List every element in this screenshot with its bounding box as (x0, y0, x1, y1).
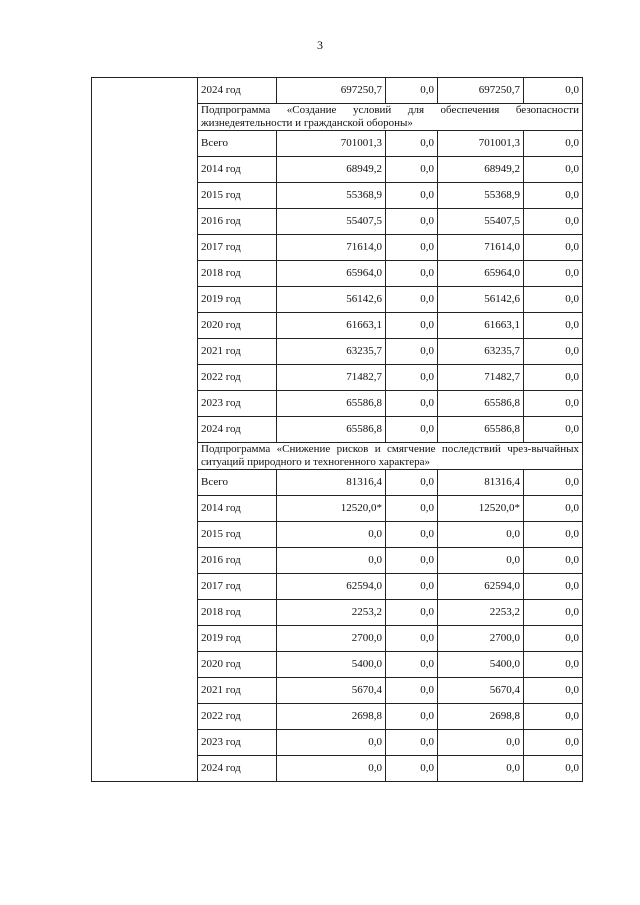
regional-budget-cell: 2698,8 (438, 704, 524, 730)
regional-budget-cell: 5670,4 (438, 678, 524, 704)
row-label: 2015 год (198, 183, 277, 209)
regional-budget-cell: 701001,3 (438, 131, 524, 157)
total-cell: 55368,9 (277, 183, 386, 209)
regional-budget-cell: 65586,8 (438, 391, 524, 417)
federal-budget-cell: 0,0 (386, 365, 438, 391)
row-label: 2022 год (198, 365, 277, 391)
regional-budget-cell: 61663,1 (438, 313, 524, 339)
row-label: 2019 год (198, 287, 277, 313)
other-sources-cell: 0,0 (524, 470, 583, 496)
regional-budget-cell: 5400,0 (438, 652, 524, 678)
section-label-cell (92, 78, 198, 782)
total-cell: 62594,0 (277, 574, 386, 600)
total-cell: 5670,4 (277, 678, 386, 704)
row-label: 2024 год (198, 417, 277, 443)
total-cell: 697250,7 (277, 78, 386, 104)
total-cell: 61663,1 (277, 313, 386, 339)
other-sources-cell: 0,0 (524, 313, 583, 339)
federal-budget-cell: 0,0 (386, 626, 438, 652)
other-sources-cell: 0,0 (524, 626, 583, 652)
regional-budget-cell: 71482,7 (438, 365, 524, 391)
federal-budget-cell: 0,0 (386, 704, 438, 730)
regional-budget-cell: 56142,6 (438, 287, 524, 313)
other-sources-cell: 0,0 (524, 652, 583, 678)
row-label: 2021 год (198, 339, 277, 365)
regional-budget-cell: 2253,2 (438, 600, 524, 626)
subprogram-title: Подпрограмма «Создание условий для обеспечения безопасности жизнедеятельности и гражданской обороны» (198, 104, 583, 131)
other-sources-cell: 0,0 (524, 522, 583, 548)
total-cell: 81316,4 (277, 470, 386, 496)
funding-table-body (92, 78, 583, 782)
other-sources-cell: 0,0 (524, 339, 583, 365)
total-cell: 5400,0 (277, 652, 386, 678)
other-sources-cell: 0,0 (524, 157, 583, 183)
other-sources-cell: 0,0 (524, 704, 583, 730)
regional-budget-cell: 0,0 (438, 756, 524, 782)
regional-budget-cell: 65586,8 (438, 417, 524, 443)
total-cell: 63235,7 (277, 339, 386, 365)
other-sources-cell: 0,0 (524, 365, 583, 391)
federal-budget-cell: 0,0 (386, 183, 438, 209)
total-cell: 0,0 (277, 522, 386, 548)
other-sources-cell: 0,0 (524, 417, 583, 443)
total-cell: 0,0 (277, 548, 386, 574)
federal-budget-cell: 0,0 (386, 496, 438, 522)
other-sources-cell: 0,0 (524, 209, 583, 235)
funding-table (91, 77, 583, 782)
other-sources-cell: 0,0 (524, 287, 583, 313)
row-label: 2020 год (198, 652, 277, 678)
row-label: 2023 год (198, 730, 277, 756)
row-label: 2022 год (198, 704, 277, 730)
total-cell: 0,0 (277, 730, 386, 756)
other-sources-cell: 0,0 (524, 261, 583, 287)
row-label: 2018 год (198, 261, 277, 287)
row-label: 2014 год (198, 157, 277, 183)
total-cell: 55407,5 (277, 209, 386, 235)
regional-budget-cell: 68949,2 (438, 157, 524, 183)
row-label: 2024 год (198, 756, 277, 782)
other-sources-cell: 0,0 (524, 678, 583, 704)
other-sources-cell: 0,0 (524, 496, 583, 522)
federal-budget-cell: 0,0 (386, 157, 438, 183)
other-sources-cell: 0,0 (524, 600, 583, 626)
federal-budget-cell: 0,0 (386, 417, 438, 443)
regional-budget-cell: 63235,7 (438, 339, 524, 365)
row-label: 2019 год (198, 626, 277, 652)
other-sources-cell: 0,0 (524, 183, 583, 209)
federal-budget-cell: 0,0 (386, 756, 438, 782)
total-cell: 0,0 (277, 756, 386, 782)
regional-budget-cell: 71614,0 (438, 235, 524, 261)
federal-budget-cell: 0,0 (386, 287, 438, 313)
row-label: 2017 год (198, 574, 277, 600)
row-label: 2023 год (198, 391, 277, 417)
total-cell: 2700,0 (277, 626, 386, 652)
row-label: Всего (198, 131, 277, 157)
page-number: 3 (317, 38, 323, 52)
regional-budget-cell: 81316,4 (438, 470, 524, 496)
total-cell: 68949,2 (277, 157, 386, 183)
other-sources-cell: 0,0 (524, 548, 583, 574)
regional-budget-cell: 55368,9 (438, 183, 524, 209)
subprogram-title: Подпрограмма «Снижение рисков и смягчение последствий чрез-вычайных ситуаций природного и техногенного характера» (198, 443, 583, 470)
regional-budget-cell: 55407,5 (438, 209, 524, 235)
regional-budget-cell: 2700,0 (438, 626, 524, 652)
federal-budget-cell: 0,0 (386, 313, 438, 339)
federal-budget-cell: 0,0 (386, 78, 438, 104)
federal-budget-cell: 0,0 (386, 339, 438, 365)
federal-budget-cell: 0,0 (386, 600, 438, 626)
federal-budget-cell: 0,0 (386, 209, 438, 235)
federal-budget-cell: 0,0 (386, 470, 438, 496)
other-sources-cell: 0,0 (524, 391, 583, 417)
federal-budget-cell: 0,0 (386, 522, 438, 548)
total-cell: 65964,0 (277, 261, 386, 287)
federal-budget-cell: 0,0 (386, 678, 438, 704)
federal-budget-cell: 0,0 (386, 131, 438, 157)
total-cell: 701001,3 (277, 131, 386, 157)
total-cell: 12520,0* (277, 496, 386, 522)
regional-budget-cell: 12520,0* (438, 496, 524, 522)
total-cell: 71482,7 (277, 365, 386, 391)
total-cell: 65586,8 (277, 417, 386, 443)
federal-budget-cell: 0,0 (386, 235, 438, 261)
other-sources-cell: 0,0 (524, 131, 583, 157)
other-sources-cell: 0,0 (524, 78, 583, 104)
row-label: Всего (198, 470, 277, 496)
other-sources-cell: 0,0 (524, 756, 583, 782)
total-cell: 2253,2 (277, 600, 386, 626)
federal-budget-cell: 0,0 (386, 391, 438, 417)
row-label: 2014 год (198, 496, 277, 522)
row-label: 2016 год (198, 548, 277, 574)
federal-budget-cell: 0,0 (386, 548, 438, 574)
total-cell: 65586,8 (277, 391, 386, 417)
row-label: 2020 год (198, 313, 277, 339)
row-label: 2015 год (198, 522, 277, 548)
other-sources-cell: 0,0 (524, 730, 583, 756)
row-label: 2018 год (198, 600, 277, 626)
regional-budget-cell: 0,0 (438, 730, 524, 756)
row-label: 2024 год (198, 78, 277, 104)
federal-budget-cell: 0,0 (386, 574, 438, 600)
federal-budget-cell: 0,0 (386, 261, 438, 287)
regional-budget-cell: 62594,0 (438, 574, 524, 600)
regional-budget-cell: 0,0 (438, 522, 524, 548)
other-sources-cell: 0,0 (524, 235, 583, 261)
total-cell: 56142,6 (277, 287, 386, 313)
total-cell: 71614,0 (277, 235, 386, 261)
row-label: 2021 год (198, 678, 277, 704)
regional-budget-cell: 0,0 (438, 548, 524, 574)
row-label: 2017 год (198, 235, 277, 261)
regional-budget-cell: 65964,0 (438, 261, 524, 287)
other-sources-cell: 0,0 (524, 574, 583, 600)
row-label: 2016 год (198, 209, 277, 235)
total-cell: 2698,8 (277, 704, 386, 730)
regional-budget-cell: 697250,7 (438, 78, 524, 104)
federal-budget-cell: 0,0 (386, 730, 438, 756)
federal-budget-cell: 0,0 (386, 652, 438, 678)
table-row (92, 78, 583, 104)
